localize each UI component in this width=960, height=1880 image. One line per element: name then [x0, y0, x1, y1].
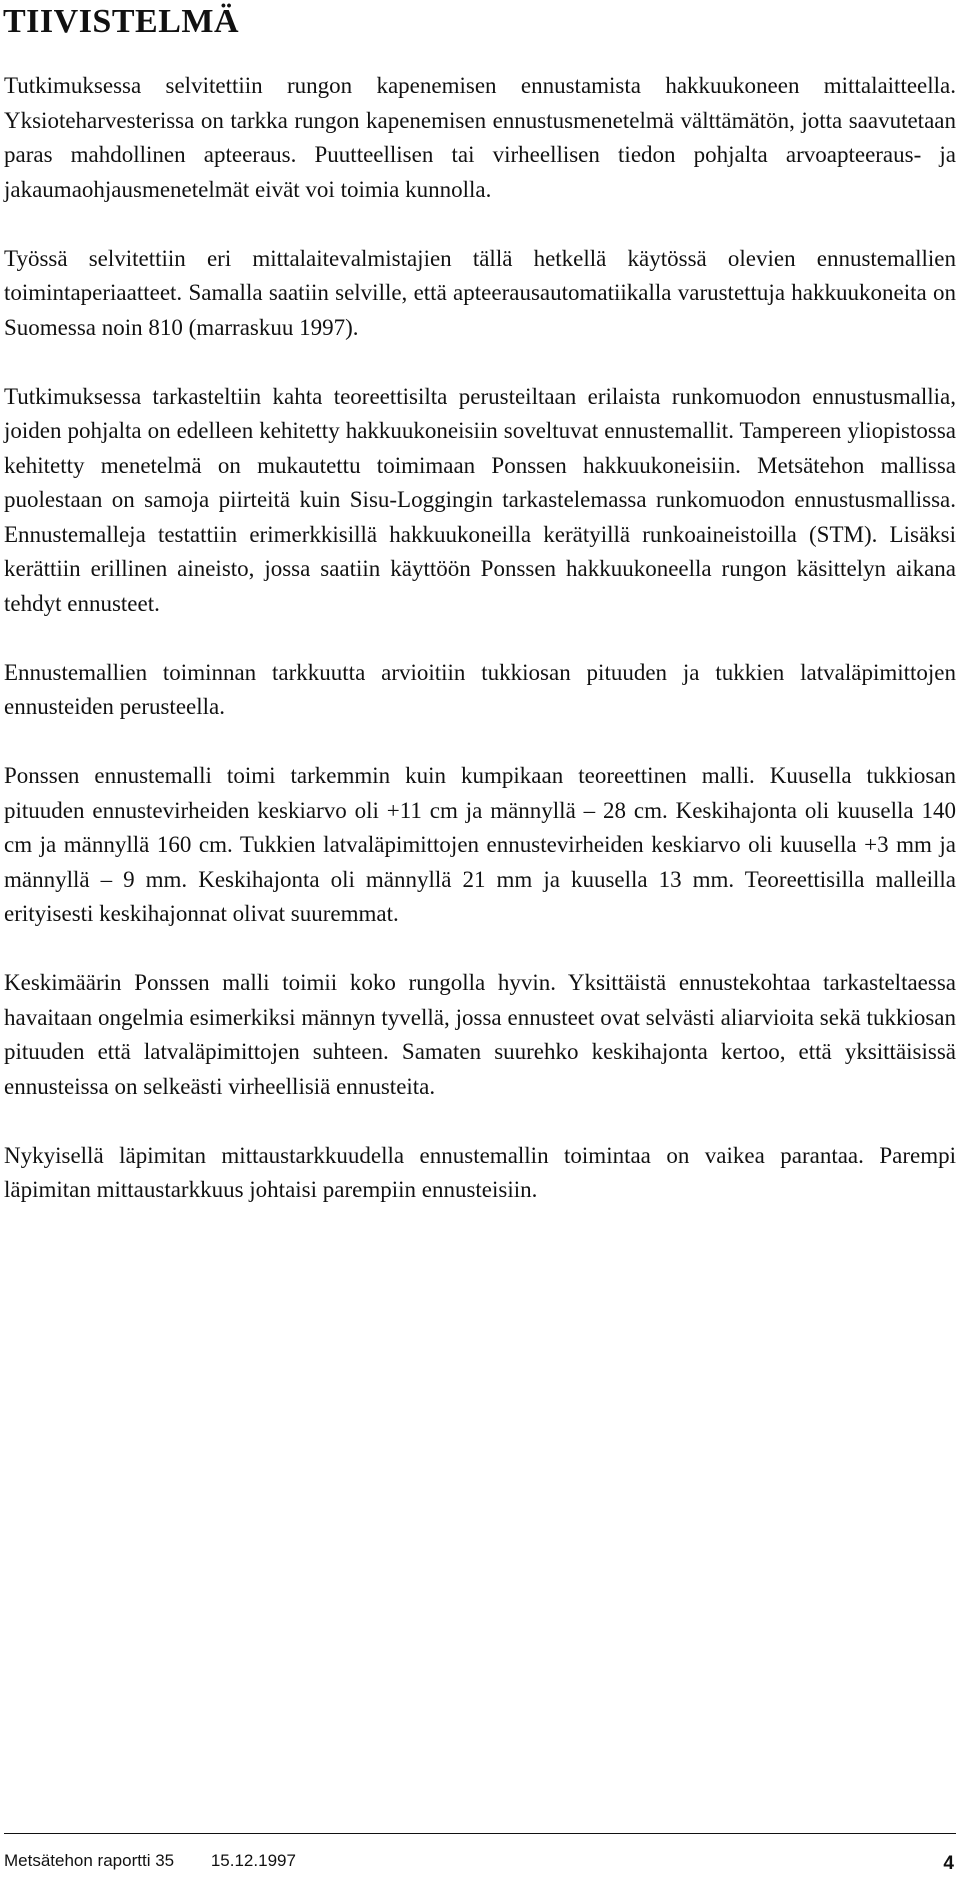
- footer-divider: [4, 1833, 956, 1834]
- paragraph-4: Ennustemallien toiminnan tarkkuutta arvioitiin tukkiosan pituuden ja tukkien latvaläpimittojen ennusteiden perusteella.: [4, 659, 956, 719]
- page-number: 4: [943, 1853, 954, 1874]
- paragraph-7: Nykyisellä läpimitan mittaustarkkuudella ennustemallin toimintaa on vaikea parantaa. Parempi läpimitan mittaustarkkuus johtaisi parempiin ennusteisiin.: [4, 1142, 956, 1202]
- paragraph-3: Tutkimuksessa tarkasteltiin kahta teoreettisilta perusteiltaan erilaista runkomuodon ennustusmallia, joiden pohjalta on edelleen kehitetty hakkuukoneisiin soveltuvat ennustemallit. Tampereen yliopistossa kehitetty menetelmä on mukautettu toimimaan Ponssen hakkuukoneisiin. Metsätehon mallissa puolestaan on samoja piirteitä kuin Sisu-Loggingin tarkastelemassa runkomuodon ennustusmallissa. Ennustemalleja testattiin erimerkkisillä hakkuukoneilla kerätyillä runkoaineistoilla (STM). Lisäksi kerättiin erillinen aineisto, jossa saatiin käyttöön Ponssen hakkuukoneella rungon käsittelyn aikana tehdyt ennusteet.: [4, 383, 956, 616]
- paragraph-1: Tutkimuksessa selvitettiin rungon kapenemisen ennustamista hakkuukoneen mittalaitteella. Yksioteharvesterissa on tarkka rungon kapenemisen ennustusmenetelmä välttämätön, jotta saavutetaan paras mahdollinen apteeraus. Puutteellisen tai virheellisen tiedon pohjalta arvoapteeraus- ja jakaumaohjausmenetelmät eivät voi toimia kunnolla.: [4, 73, 956, 202]
- paragraph-6: Keskimäärin Ponssen malli toimii koko rungolla hyvin. Yksittäistä ennustekohtaa tarkasteltaessa havaitaan ongelmia esimerkiksi männyn tyvellä, jossa ennusteet ovat selvästi aliarvioita sekä tukkiosan pituuden että latvaläpimittojen suhteen. Samaten suurehko keskihajonta kertoo, että yksittäisissä ennusteissa on selkeästi virheellisiä ennusteita.: [4, 970, 956, 1099]
- abstract-body: [4, 69, 956, 1242]
- paragraph-2: Työssä selvitettiin eri mittalaitevalmistajien tällä hetkellä käytössä olevien ennustemallien toimintaperiaatteet. Samalla saatiin selville, että apteerausautomatiikalla varustettuja hakkuukoneita on Suomessa noin 810 (marraskuu 1997).: [4, 245, 956, 340]
- page-title: TIIVISTELMÄ: [3, 3, 240, 40]
- footer-date: 15.12.1997: [210, 1851, 296, 1870]
- footer-report-name: Metsätehon raportti 35: [4, 1851, 175, 1870]
- paragraph-5: Ponssen ennustemalli toimi tarkemmin kuin kumpikaan teoreettinen malli. Kuusella tukkiosan pituuden ennustevirheiden keskiarvo oli +11 cm ja männyllä – 28 cm. Keskihajonta oli kuusella 140 cm ja männyllä 160 cm. Tukkien latvaläpimittojen ennustevirheiden keskiarvo oli kuusella +3 mm ja männyllä – 9 mm. Keskihajonta oli männyllä 21 mm ja kuusella 13 mm. Teoreettisilla malleilla erityisesti keskihajonnat olivat suuremmat.: [4, 763, 956, 926]
- footer-info: [4, 1851, 296, 1871]
